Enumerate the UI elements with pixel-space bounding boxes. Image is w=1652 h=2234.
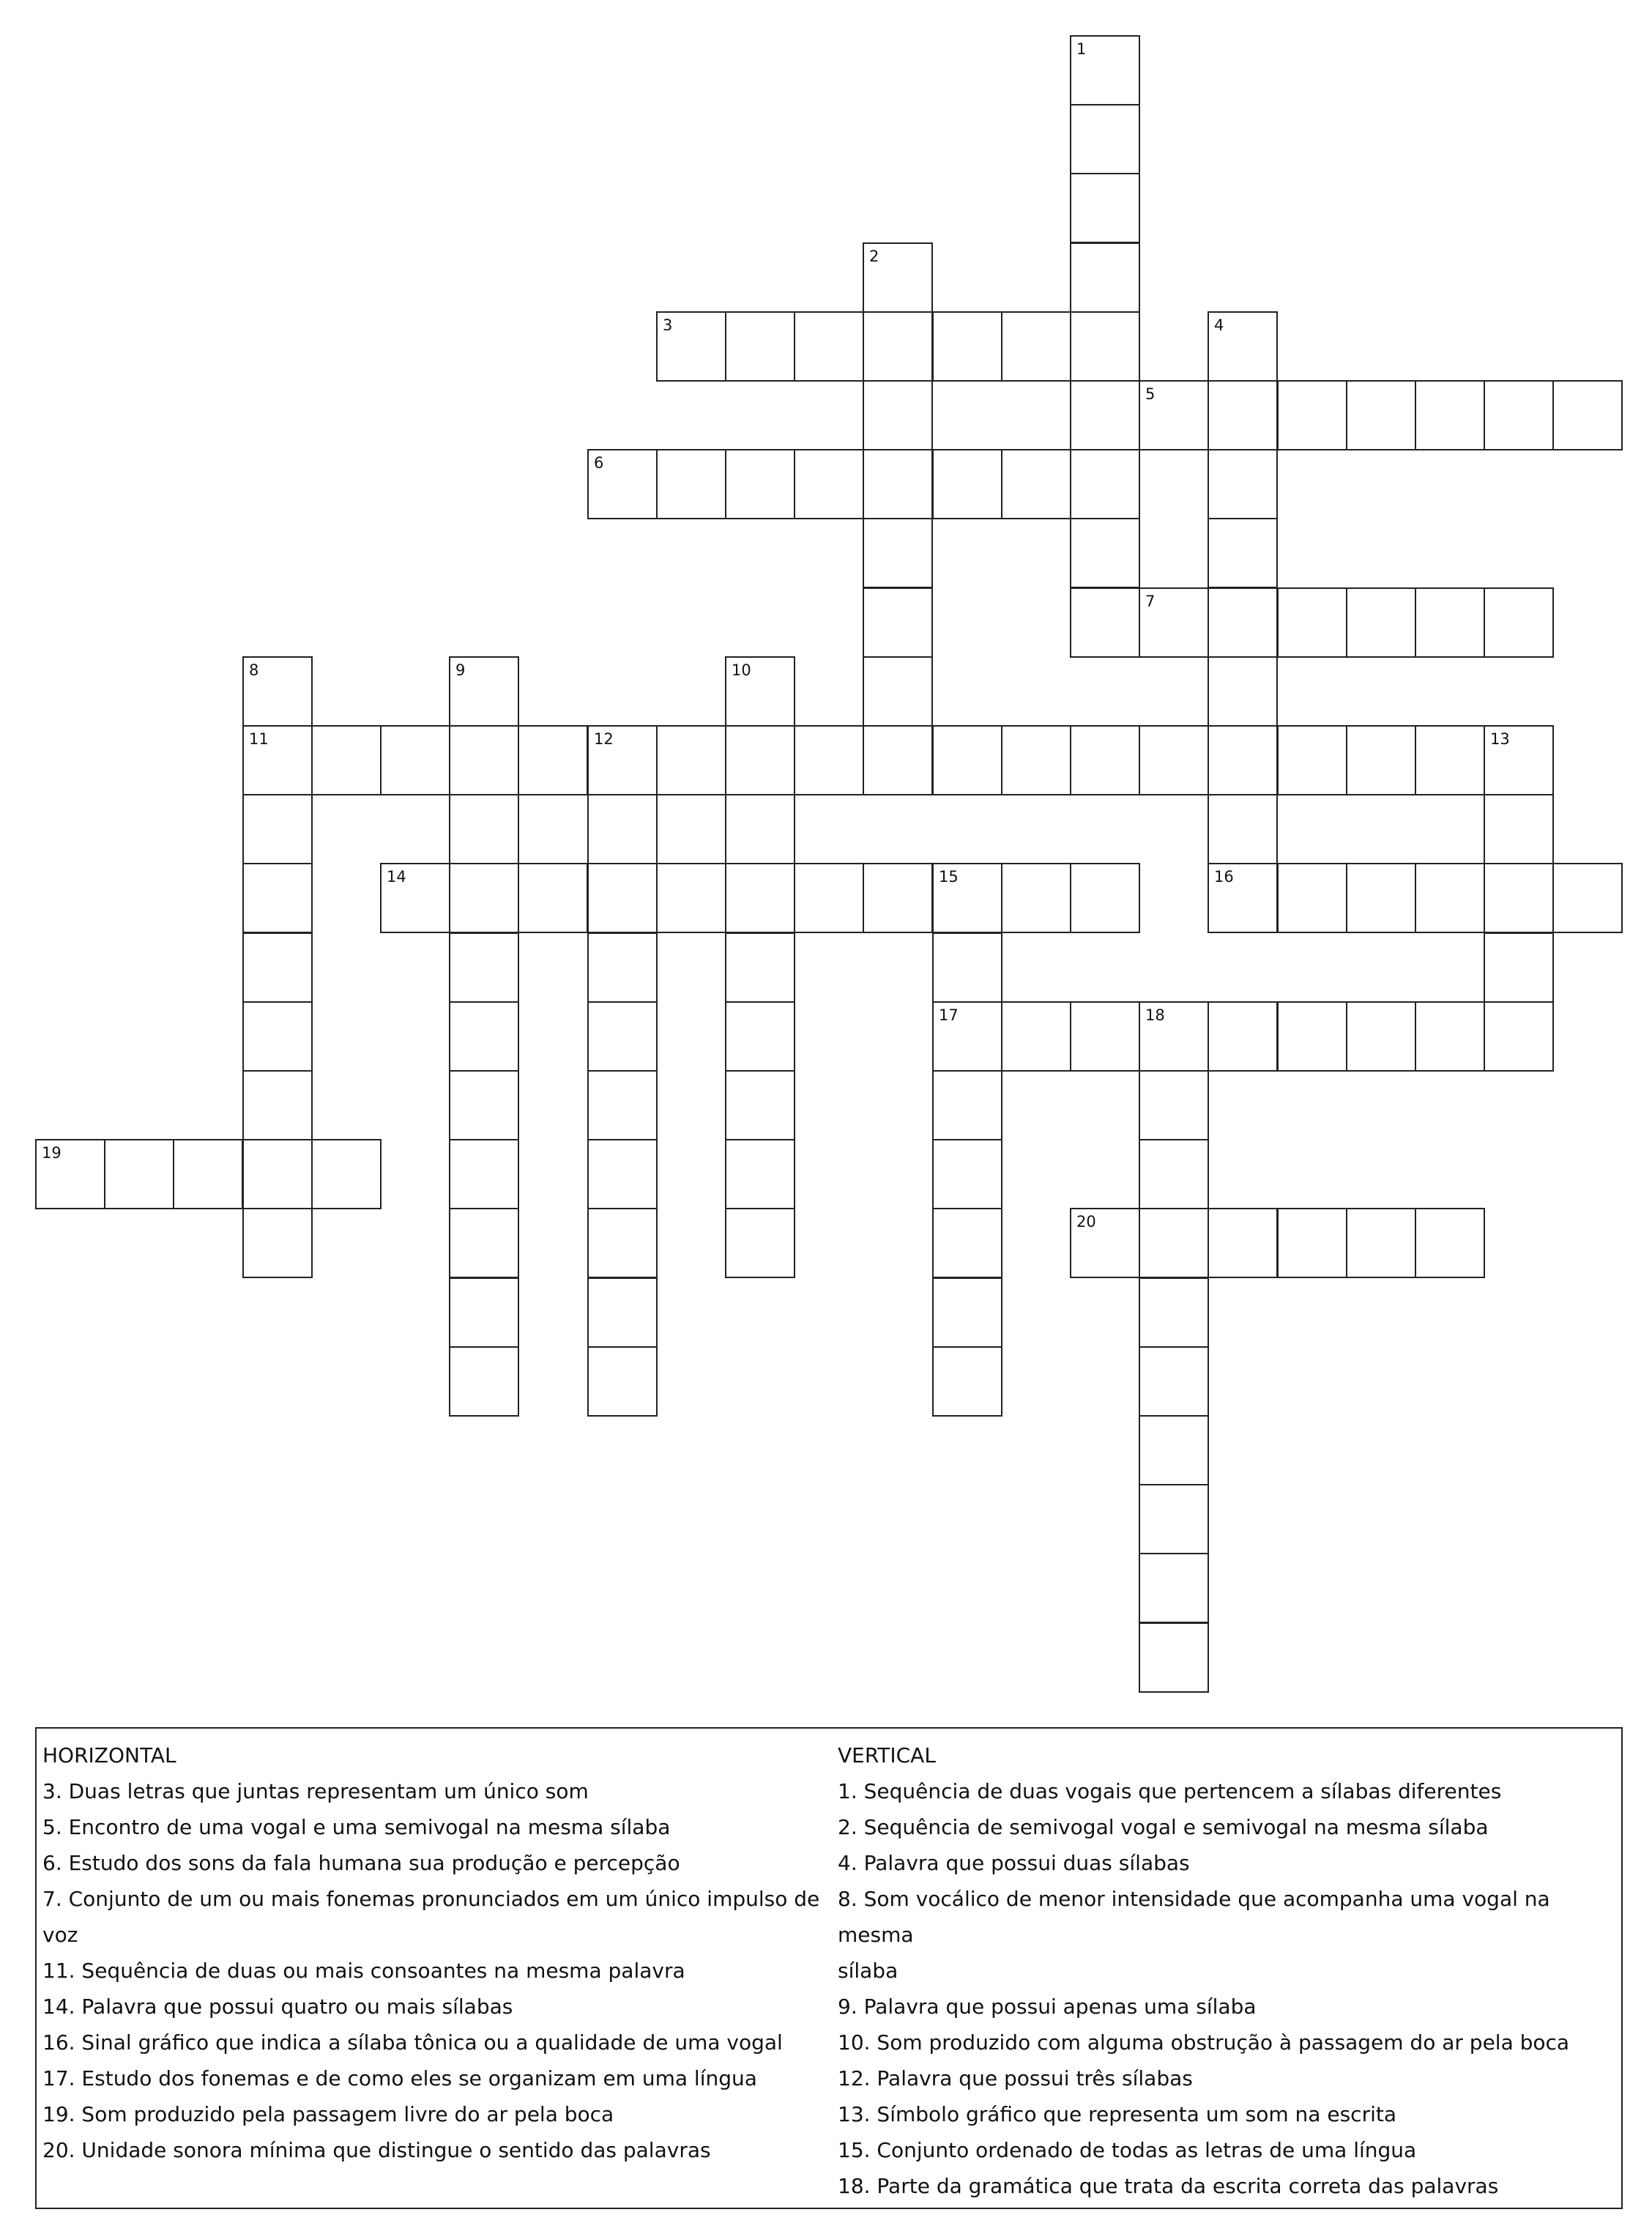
crossword-cell[interactable] — [587, 1139, 658, 1209]
crossword-cell[interactable] — [1139, 1001, 1209, 1072]
crossword-cell[interactable] — [1277, 380, 1347, 450]
clue-horizontal: 3. Duas letras que juntas representam um único som — [42, 1779, 589, 1803]
crossword-cell[interactable] — [518, 863, 588, 933]
crossword-cell[interactable] — [656, 725, 726, 795]
crossword-cell[interactable] — [863, 380, 933, 450]
crossword-cell[interactable] — [1484, 863, 1554, 933]
crossword-cell[interactable] — [1415, 587, 1485, 658]
crossword-cell[interactable] — [587, 1277, 658, 1348]
clue-horizontal: 11. Sequência de duas ou mais consoantes na mesma palavra — [42, 1959, 685, 1983]
clue-number: 16 — [1214, 868, 1234, 886]
crossword-cell[interactable] — [656, 863, 726, 933]
clue-horizontal: 20. Unidade sonora mínima que distingue o sentido das palavras — [42, 2138, 711, 2162]
crossword-cell[interactable] — [863, 518, 933, 588]
crossword-cell[interactable] — [794, 449, 864, 519]
crossword-cell[interactable] — [449, 932, 519, 1003]
crossword-cell[interactable] — [725, 656, 795, 727]
crossword-cell[interactable] — [1070, 173, 1140, 243]
crossword-cell[interactable] — [1208, 656, 1278, 727]
crossword-cell[interactable] — [1346, 1001, 1416, 1072]
clue-horizontal: 7. Conjunto de um ou mais fonemas pronunciados em um único impulso de voz — [42, 1887, 820, 1947]
clue-vertical: 8. Som vocálico de menor intensidade que acompanha uma vogal na mesma — [838, 1887, 1550, 1947]
crossword-cell[interactable] — [725, 1001, 795, 1072]
crossword-cell[interactable] — [587, 449, 658, 519]
crossword-cell[interactable] — [1208, 863, 1278, 933]
crossword-cell[interactable] — [932, 449, 1002, 519]
crossword-cell[interactable] — [1208, 518, 1278, 588]
clue-horizontal: 17. Estudo dos fonemas e de como eles se organizam em uma língua — [42, 2066, 757, 2090]
crossword-cell[interactable] — [863, 863, 933, 933]
crossword-cell[interactable] — [725, 1070, 795, 1140]
clue-number: 9 — [455, 661, 466, 679]
clue-horizontal: 6. Estudo dos sons da fala humana sua produção e percepção — [42, 1851, 680, 1875]
clue-number: 17 — [939, 1006, 959, 1024]
crossword-cell[interactable] — [1484, 725, 1554, 795]
crossword-cell[interactable] — [725, 863, 795, 933]
clue-vertical: 4. Palavra que possui duas sílabas — [838, 1851, 1190, 1875]
crossword-cell[interactable] — [1415, 1001, 1485, 1072]
crossword-cell[interactable] — [1552, 863, 1623, 933]
crossword-cell[interactable] — [587, 863, 658, 933]
crossword-cell[interactable] — [1070, 725, 1140, 795]
clue-horizontal: 5. Encontro de uma vogal e uma semivogal na mesma sílaba — [42, 1815, 671, 1839]
clue-number: 20 — [1076, 1213, 1096, 1231]
crossword-cell[interactable] — [1070, 1208, 1140, 1278]
crossword-cell[interactable] — [242, 1070, 313, 1140]
crossword-cell[interactable] — [932, 1208, 1002, 1278]
crossword-cell[interactable] — [932, 863, 1002, 933]
crossword-cell[interactable] — [794, 863, 864, 933]
crossword-cell[interactable] — [1139, 1208, 1209, 1278]
crossword-cell[interactable] — [1277, 1001, 1347, 1072]
crossword-cell[interactable] — [242, 932, 313, 1003]
crossword-cell[interactable] — [863, 242, 933, 313]
clue-number: 8 — [249, 661, 259, 679]
crossword-cell[interactable] — [932, 1139, 1002, 1209]
crossword-cell[interactable] — [1415, 725, 1485, 795]
crossword-cell[interactable] — [449, 794, 519, 864]
crossword-cell[interactable] — [1001, 725, 1071, 795]
crossword-cell[interactable] — [1208, 449, 1278, 519]
clue-horizontal: 16. Sinal gráfico que indica a sílaba tônica ou a qualidade de uma vogal — [42, 2030, 783, 2055]
horizontal-title: HORIZONTAL — [42, 1743, 176, 1767]
crossword-cell[interactable] — [449, 725, 519, 795]
crossword-cell[interactable] — [449, 1070, 519, 1140]
clue-number: 6 — [594, 454, 604, 472]
crossword-cell[interactable] — [1208, 1001, 1278, 1072]
crossword-cell[interactable] — [1346, 380, 1416, 450]
clue-number: 3 — [663, 316, 673, 334]
horizontal-clues — [42, 1737, 833, 2168]
clue-number: 19 — [42, 1144, 62, 1162]
crossword-cell[interactable] — [242, 725, 313, 795]
crossword-cell[interactable] — [311, 725, 382, 795]
crossword-cell[interactable] — [1208, 725, 1278, 795]
crossword-cell[interactable] — [932, 311, 1002, 382]
crossword-cell[interactable] — [1346, 863, 1416, 933]
crossword-cell[interactable] — [1070, 863, 1140, 933]
crossword-cell[interactable] — [1070, 380, 1140, 450]
clue-number: 2 — [869, 248, 879, 265]
crossword-cell[interactable] — [449, 1277, 519, 1348]
crossword-cell[interactable] — [1139, 380, 1209, 450]
crossword-cell[interactable] — [1277, 863, 1347, 933]
crossword-cell[interactable] — [863, 311, 933, 382]
vertical-clues — [838, 1737, 1617, 2204]
crossword-cell[interactable] — [863, 656, 933, 727]
crossword-cell[interactable] — [1139, 1484, 1209, 1554]
crossword-cell[interactable] — [587, 1001, 658, 1072]
crossword-cell[interactable] — [242, 1139, 313, 1209]
crossword-cell[interactable] — [1001, 311, 1071, 382]
crossword-cell[interactable] — [725, 725, 795, 795]
crossword-cell[interactable] — [587, 725, 658, 795]
crossword-cell[interactable] — [1484, 380, 1554, 450]
clue-number: 7 — [1145, 593, 1156, 610]
crossword-cell[interactable] — [380, 725, 450, 795]
crossword-cell[interactable] — [932, 1277, 1002, 1348]
clue-horizontal: 19. Som produzido pela passagem livre do ar pela boca — [42, 2102, 614, 2126]
crossword-cell[interactable] — [1139, 1070, 1209, 1140]
crossword-cell[interactable] — [1484, 794, 1554, 864]
crossword-cell[interactable] — [1070, 242, 1140, 313]
crossword-cell[interactable] — [587, 1346, 658, 1417]
crossword-cell[interactable] — [1208, 380, 1278, 450]
crossword-cell[interactable] — [1070, 518, 1140, 588]
crossword-cell[interactable] — [1484, 587, 1554, 658]
crossword-cell[interactable] — [863, 587, 933, 658]
crossword-cell[interactable] — [1208, 794, 1278, 864]
crossword-cell[interactable] — [1139, 725, 1209, 795]
clue-number: 14 — [387, 868, 406, 886]
clue-vertical: 13. Símbolo gráfico que representa um som na escrita — [838, 2102, 1396, 2126]
clue-number: 18 — [1145, 1006, 1165, 1024]
clue-number: 4 — [1214, 316, 1224, 334]
crossword-cell[interactable] — [725, 1139, 795, 1209]
crossword-cell[interactable] — [1139, 1553, 1209, 1623]
crossword-cell[interactable] — [1552, 380, 1623, 450]
crossword-cell[interactable] — [932, 1346, 1002, 1417]
crossword-cell[interactable] — [449, 1001, 519, 1072]
crossword-cell[interactable] — [863, 725, 933, 795]
crossword-cell[interactable] — [1277, 1208, 1347, 1278]
crossword-cell[interactable] — [1208, 587, 1278, 658]
crossword-cell[interactable] — [1208, 311, 1278, 382]
crossword-cell[interactable] — [380, 863, 450, 933]
clue-number: 15 — [939, 868, 959, 886]
crossword-cell[interactable] — [1139, 1346, 1209, 1417]
crossword-cell[interactable] — [1070, 311, 1140, 382]
crossword-cell[interactable] — [725, 794, 795, 864]
clue-vertical: 1. Sequência de duas vogais que pertencem a sílabas diferentes — [838, 1779, 1502, 1803]
crossword-cell[interactable] — [1139, 1415, 1209, 1485]
crossword-cell[interactable] — [794, 311, 864, 382]
clue-number: 13 — [1490, 730, 1510, 748]
clue-number: 1 — [1076, 40, 1087, 58]
crossword-cell[interactable] — [932, 932, 1002, 1003]
crossword-cell[interactable] — [587, 932, 658, 1003]
crossword-cell[interactable] — [173, 1139, 243, 1209]
crossword-cell[interactable] — [1070, 104, 1140, 174]
crossword-cell[interactable] — [1139, 1622, 1209, 1693]
crossword-cell[interactable] — [35, 1139, 105, 1209]
clue-number: 12 — [594, 730, 614, 748]
crossword-cell[interactable] — [863, 449, 933, 519]
clue-number: 10 — [732, 661, 751, 679]
crossword-cell[interactable] — [449, 656, 519, 727]
crossword-cell[interactable] — [1070, 1001, 1140, 1072]
crossword-cell[interactable] — [794, 725, 864, 795]
vertical-title: VERTICAL — [838, 1743, 936, 1767]
clue-number: 11 — [249, 730, 269, 748]
clue-vertical: 18. Parte da gramática que trata da escrita correta das palavras — [838, 2174, 1499, 2198]
crossword-cell[interactable] — [1001, 1001, 1071, 1072]
crossword-cell[interactable] — [1001, 863, 1071, 933]
crossword-cell[interactable] — [932, 1070, 1002, 1140]
crossword-cell[interactable] — [1277, 725, 1347, 795]
crossword-cell[interactable] — [1415, 863, 1485, 933]
clues-panel — [35, 1727, 1623, 2209]
crossword-cell[interactable] — [1484, 932, 1554, 1003]
crossword-cell[interactable] — [1484, 1001, 1554, 1072]
crossword-cell[interactable] — [449, 1139, 519, 1209]
crossword-cell[interactable] — [587, 794, 658, 864]
crossword-cell[interactable] — [1208, 1208, 1278, 1278]
crossword-cell[interactable] — [725, 449, 795, 519]
clue-vertical: 9. Palavra que possui apenas uma sílaba — [838, 1994, 1257, 2019]
crossword-cell[interactable] — [1070, 449, 1140, 519]
crossword-cell[interactable] — [1346, 587, 1416, 658]
clue-vertical: 15. Conjunto ordenado de todas as letras de uma língua — [838, 2138, 1417, 2162]
clue-vertical: 12. Palavra que possui três sílabas — [838, 2066, 1193, 2090]
crossword-cell[interactable] — [242, 1001, 313, 1072]
crossword-cell[interactable] — [1001, 449, 1071, 519]
crossword-cell[interactable] — [449, 1208, 519, 1278]
crossword-cell[interactable] — [1346, 725, 1416, 795]
crossword-cell[interactable] — [242, 794, 313, 864]
crossword-cell[interactable] — [725, 1208, 795, 1278]
crossword-cell[interactable] — [725, 932, 795, 1003]
crossword-cell[interactable] — [1070, 587, 1140, 658]
crossword-cell[interactable] — [656, 449, 726, 519]
clue-vertical: sílaba — [838, 1959, 898, 1983]
crossword-cell[interactable] — [1070, 35, 1140, 105]
crossword-cell[interactable] — [1346, 1208, 1416, 1278]
clue-vertical: 2. Sequência de semivogal vogal e semivogal na mesma sílaba — [838, 1815, 1489, 1839]
crossword-cell[interactable] — [242, 1208, 313, 1278]
crossword-cell[interactable] — [1415, 1208, 1485, 1278]
crossword-cell[interactable] — [104, 1139, 174, 1209]
crossword-cell[interactable] — [1139, 587, 1209, 658]
clue-vertical: 10. Som produzido com alguma obstrução à passagem do ar pela boca — [838, 2030, 1570, 2055]
crossword-cell[interactable] — [1139, 1139, 1209, 1209]
crossword-cell[interactable] — [518, 725, 588, 795]
crossword-cell[interactable] — [449, 863, 519, 933]
crossword-cell[interactable] — [656, 311, 726, 382]
crossword-cell[interactable] — [932, 725, 1002, 795]
crossword-cell[interactable] — [1415, 380, 1485, 450]
crossword-cell[interactable] — [587, 1070, 658, 1140]
crossword-cell[interactable] — [932, 1001, 1002, 1072]
clue-horizontal: 14. Palavra que possui quatro ou mais sílabas — [42, 1994, 513, 2019]
clue-number: 5 — [1145, 385, 1156, 403]
crossword-cell[interactable] — [449, 1346, 519, 1417]
crossword-cell[interactable] — [311, 1139, 382, 1209]
crossword-cell[interactable] — [1277, 587, 1347, 658]
crossword-cell[interactable] — [587, 1208, 658, 1278]
crossword-cell[interactable] — [1139, 1277, 1209, 1348]
crossword-cell[interactable] — [242, 656, 313, 727]
crossword-cell[interactable] — [725, 311, 795, 382]
crossword-cell[interactable] — [242, 863, 313, 933]
